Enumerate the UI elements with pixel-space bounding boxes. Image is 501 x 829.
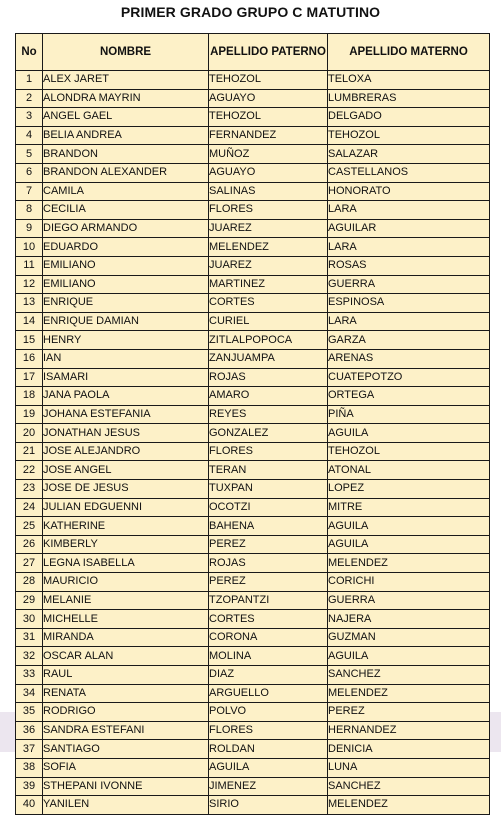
cell-maternal-surname: LARA <box>328 201 490 220</box>
cell-first-name: MAURICIO <box>43 573 209 592</box>
cell-row-number: 2 <box>16 89 43 108</box>
cell-maternal-surname: CUATEPOTZO <box>328 368 490 387</box>
cell-row-number: 6 <box>16 163 43 182</box>
cell-first-name: BELIA ANDREA <box>43 126 209 145</box>
cell-first-name: RODRIGO <box>43 703 209 722</box>
page-title: PRIMER GRADO GRUPO C MATUTINO <box>120 4 381 20</box>
cell-row-number: 16 <box>16 349 43 368</box>
cell-maternal-surname: GUZMAN <box>328 628 490 647</box>
table-row <box>16 591 490 610</box>
cell-row-number: 39 <box>16 777 43 796</box>
cell-first-name: ENRIQUE DAMIAN <box>43 312 209 331</box>
cell-row-number: 13 <box>16 294 43 313</box>
cell-maternal-surname: DELGADO <box>328 108 490 127</box>
table-row <box>16 740 490 759</box>
table-row <box>16 721 490 740</box>
cell-maternal-surname: ARENAS <box>328 349 490 368</box>
cell-maternal-surname: DENICIA <box>328 740 490 759</box>
cell-first-name: ISAMARI <box>43 368 209 387</box>
table-row <box>16 349 490 368</box>
cell-row-number: 40 <box>16 796 43 815</box>
cell-row-number: 11 <box>16 256 43 275</box>
table-row <box>16 554 490 573</box>
cell-paternal-surname: TUXPAN <box>209 480 328 499</box>
cell-paternal-surname: JUAREZ <box>209 219 328 238</box>
cell-maternal-surname: GARZA <box>328 331 490 350</box>
cell-maternal-surname: MELENDEZ <box>328 796 490 815</box>
cell-paternal-surname: AGUAYO <box>209 89 328 108</box>
table-row <box>16 219 490 238</box>
cell-paternal-surname: GONZALEZ <box>209 424 328 443</box>
cell-paternal-surname: FLORES <box>209 721 328 740</box>
cell-first-name: ENRIQUE <box>43 294 209 313</box>
cell-row-number: 31 <box>16 628 43 647</box>
cell-paternal-surname: FLORES <box>209 442 328 461</box>
table-row <box>16 331 490 350</box>
cell-first-name: CAMILA <box>43 182 209 201</box>
table-row <box>16 610 490 629</box>
cell-maternal-surname: MITRE <box>328 498 490 517</box>
column-header-maternal-surname: APELLIDO MATERNO <box>328 34 490 71</box>
cell-paternal-surname: REYES <box>209 405 328 424</box>
cell-row-number: 14 <box>16 312 43 331</box>
cell-paternal-surname: POLVO <box>209 703 328 722</box>
table-row <box>16 517 490 536</box>
cell-maternal-surname: ATONAL <box>328 461 490 480</box>
cell-maternal-surname: GUERRA <box>328 591 490 610</box>
cell-paternal-surname: SIRIO <box>209 796 328 815</box>
cell-row-number: 30 <box>16 610 43 629</box>
cell-first-name: EMILIANO <box>43 275 209 294</box>
cell-paternal-surname: AGUAYO <box>209 163 328 182</box>
cell-first-name: JOHANA ESTEFANIA <box>43 405 209 424</box>
cell-first-name: RENATA <box>43 684 209 703</box>
cell-paternal-surname: MOLINA <box>209 647 328 666</box>
cell-first-name: SANDRA ESTEFANI <box>43 721 209 740</box>
cell-paternal-surname: ZANJUAMPA <box>209 349 328 368</box>
cell-paternal-surname: MELENDEZ <box>209 238 328 257</box>
table-row <box>16 424 490 443</box>
cell-maternal-surname: NAJERA <box>328 610 490 629</box>
cell-row-number: 15 <box>16 331 43 350</box>
table-row <box>16 498 490 517</box>
table-row <box>16 89 490 108</box>
cell-first-name: EDUARDO <box>43 238 209 257</box>
cell-first-name: HENRY <box>43 331 209 350</box>
cell-first-name: SOFIA <box>43 758 209 777</box>
cell-row-number: 38 <box>16 758 43 777</box>
cell-row-number: 33 <box>16 666 43 685</box>
cell-first-name: DIEGO ARMANDO <box>43 219 209 238</box>
cell-row-number: 32 <box>16 647 43 666</box>
table-row <box>16 294 490 313</box>
cell-row-number: 8 <box>16 201 43 220</box>
table-row <box>16 275 490 294</box>
column-header-number: No <box>16 34 43 71</box>
cell-paternal-surname: CORONA <box>209 628 328 647</box>
cell-maternal-surname: PEREZ <box>328 703 490 722</box>
table-row <box>16 461 490 480</box>
cell-maternal-surname: CORICHI <box>328 573 490 592</box>
cell-row-number: 29 <box>16 591 43 610</box>
column-header-paternal-surname: APELLIDO PATERNO <box>209 34 328 71</box>
cell-row-number: 21 <box>16 442 43 461</box>
cell-row-number: 23 <box>16 480 43 499</box>
cell-paternal-surname: ROJAS <box>209 554 328 573</box>
cell-first-name: BRANDON <box>43 145 209 164</box>
cell-row-number: 34 <box>16 684 43 703</box>
cell-first-name: ALONDRA MAYRIN <box>43 89 209 108</box>
table-row <box>16 201 490 220</box>
cell-paternal-surname: SALINAS <box>209 182 328 201</box>
cell-row-number: 9 <box>16 219 43 238</box>
cell-paternal-surname: ZITLALPOPOCA <box>209 331 328 350</box>
cell-first-name: KATHERINE <box>43 517 209 536</box>
cell-paternal-surname: JUAREZ <box>209 256 328 275</box>
cell-maternal-surname: TEHOZOL <box>328 126 490 145</box>
cell-first-name: IAN <box>43 349 209 368</box>
cell-row-number: 24 <box>16 498 43 517</box>
cell-maternal-surname: ESPINOSA <box>328 294 490 313</box>
cell-maternal-surname: AGUILA <box>328 647 490 666</box>
table-row <box>16 758 490 777</box>
cell-paternal-surname: DIAZ <box>209 666 328 685</box>
table-row <box>16 387 490 406</box>
table-row <box>16 796 490 815</box>
cell-row-number: 3 <box>16 108 43 127</box>
cell-maternal-surname: SANCHEZ <box>328 666 490 685</box>
table-row <box>16 777 490 796</box>
table-row <box>16 145 490 164</box>
cell-first-name: ALEX JARET <box>43 71 209 90</box>
cell-paternal-surname: TEHOZOL <box>209 71 328 90</box>
table-row <box>16 628 490 647</box>
student-roster-table <box>15 33 490 815</box>
cell-paternal-surname: TZOPANTZI <box>209 591 328 610</box>
table-row <box>16 442 490 461</box>
table-row <box>16 480 490 499</box>
cell-maternal-surname: TEHOZOL <box>328 442 490 461</box>
cell-first-name: ANGEL GAEL <box>43 108 209 127</box>
cell-maternal-surname: AGUILAR <box>328 219 490 238</box>
cell-row-number: 18 <box>16 387 43 406</box>
cell-first-name: OSCAR ALAN <box>43 647 209 666</box>
cell-paternal-surname: ARGUELLO <box>209 684 328 703</box>
cell-first-name: MIRANDA <box>43 628 209 647</box>
cell-paternal-surname: PEREZ <box>209 535 328 554</box>
cell-paternal-surname: MUÑOZ <box>209 145 328 164</box>
cell-first-name: MICHELLE <box>43 610 209 629</box>
cell-maternal-surname: PIÑA <box>328 405 490 424</box>
cell-row-number: 27 <box>16 554 43 573</box>
table-row <box>16 647 490 666</box>
cell-maternal-surname: LARA <box>328 238 490 257</box>
cell-maternal-surname: AGUILA <box>328 424 490 443</box>
cell-row-number: 36 <box>16 721 43 740</box>
cell-maternal-surname: GUERRA <box>328 275 490 294</box>
table-row <box>16 256 490 275</box>
table-row <box>16 312 490 331</box>
cell-row-number: 17 <box>16 368 43 387</box>
cell-first-name: EMILIANO <box>43 256 209 275</box>
cell-first-name: BRANDON ALEXANDER <box>43 163 209 182</box>
cell-paternal-surname: BAHENA <box>209 517 328 536</box>
cell-maternal-surname: HONORATO <box>328 182 490 201</box>
cell-paternal-surname: JIMENEZ <box>209 777 328 796</box>
cell-maternal-surname: LUMBRERAS <box>328 89 490 108</box>
cell-maternal-surname: AGUILA <box>328 517 490 536</box>
cell-row-number: 7 <box>16 182 43 201</box>
table-row <box>16 666 490 685</box>
cell-maternal-surname: HERNANDEZ <box>328 721 490 740</box>
cell-maternal-surname: MELENDEZ <box>328 684 490 703</box>
cell-first-name: STHEPANI IVONNE <box>43 777 209 796</box>
cell-first-name: JOSE ALEJANDRO <box>43 442 209 461</box>
cell-paternal-surname: OCOTZI <box>209 498 328 517</box>
cell-maternal-surname: SALAZAR <box>328 145 490 164</box>
cell-row-number: 37 <box>16 740 43 759</box>
cell-paternal-surname: AMARO <box>209 387 328 406</box>
cell-row-number: 12 <box>16 275 43 294</box>
table-header-row <box>16 34 490 71</box>
cell-paternal-surname: TEHOZOL <box>209 108 328 127</box>
table-row <box>16 703 490 722</box>
table-row <box>16 684 490 703</box>
cell-row-number: 4 <box>16 126 43 145</box>
cell-paternal-surname: FERNANDEZ <box>209 126 328 145</box>
cell-maternal-surname: LARA <box>328 312 490 331</box>
cell-row-number: 10 <box>16 238 43 257</box>
table-body <box>16 71 490 815</box>
table-row <box>16 405 490 424</box>
cell-maternal-surname: CASTELLANOS <box>328 163 490 182</box>
cell-row-number: 35 <box>16 703 43 722</box>
cell-paternal-surname: CORTES <box>209 294 328 313</box>
table-row <box>16 126 490 145</box>
cell-row-number: 26 <box>16 535 43 554</box>
cell-first-name: CECILIA <box>43 201 209 220</box>
table-row <box>16 71 490 90</box>
cell-paternal-surname: TERAN <box>209 461 328 480</box>
cell-paternal-surname: CORTES <box>209 610 328 629</box>
cell-maternal-surname: AGUILA <box>328 535 490 554</box>
cell-row-number: 20 <box>16 424 43 443</box>
cell-paternal-surname: ROLDAN <box>209 740 328 759</box>
cell-maternal-surname: LUNA <box>328 758 490 777</box>
cell-maternal-surname: SANCHEZ <box>328 777 490 796</box>
cell-first-name: JOSE DE JESUS <box>43 480 209 499</box>
cell-row-number: 1 <box>16 71 43 90</box>
cell-first-name: JOSE ANGEL <box>43 461 209 480</box>
cell-first-name: SANTIAGO <box>43 740 209 759</box>
cell-maternal-surname: MELENDEZ <box>328 554 490 573</box>
table-row <box>16 368 490 387</box>
column-header-name: NOMBRE <box>43 34 209 71</box>
cell-first-name: MELANIE <box>43 591 209 610</box>
cell-row-number: 28 <box>16 573 43 592</box>
table-row <box>16 108 490 127</box>
table-row <box>16 238 490 257</box>
cell-row-number: 22 <box>16 461 43 480</box>
cell-first-name: RAUL <box>43 666 209 685</box>
cell-first-name: KIMBERLY <box>43 535 209 554</box>
cell-paternal-surname: CURIEL <box>209 312 328 331</box>
cell-maternal-surname: LOPEZ <box>328 480 490 499</box>
cell-first-name: JULIAN EDGUENNI <box>43 498 209 517</box>
table-row <box>16 163 490 182</box>
cell-row-number: 19 <box>16 405 43 424</box>
cell-row-number: 5 <box>16 145 43 164</box>
cell-first-name: JONATHAN JESUS <box>43 424 209 443</box>
table-row <box>16 535 490 554</box>
cell-first-name: LEGNA ISABELLA <box>43 554 209 573</box>
cell-maternal-surname: ORTEGA <box>328 387 490 406</box>
cell-paternal-surname: ROJAS <box>209 368 328 387</box>
cell-paternal-surname: PEREZ <box>209 573 328 592</box>
table-row <box>16 182 490 201</box>
cell-row-number: 25 <box>16 517 43 536</box>
cell-paternal-surname: AGUILA <box>209 758 328 777</box>
cell-first-name: YANILEN <box>43 796 209 815</box>
cell-paternal-surname: MARTINEZ <box>209 275 328 294</box>
cell-first-name: JANA PAOLA <box>43 387 209 406</box>
cell-maternal-surname: TELOXA <box>328 71 490 90</box>
cell-paternal-surname: FLORES <box>209 201 328 220</box>
cell-maternal-surname: ROSAS <box>328 256 490 275</box>
table-row <box>16 573 490 592</box>
